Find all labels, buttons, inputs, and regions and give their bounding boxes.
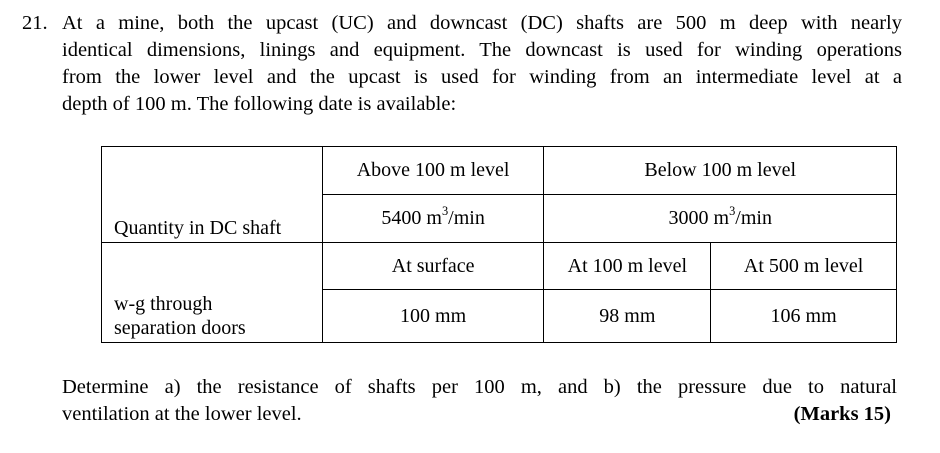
unit-suffix-below: /min [735, 207, 772, 229]
unit-exponent-below: 3 [729, 204, 736, 219]
question-line-3: from the lower level and the upcast is used for winding from an intermediate level at a [62, 66, 902, 88]
wg-surface-cell [322, 290, 544, 343]
wg-100-value: 98 mm [599, 304, 656, 327]
subheader-100 [544, 243, 711, 290]
question-number: 21. [22, 12, 48, 34]
wg-label-line-1: w-g through [114, 293, 213, 315]
quantity-label: Quantity in DC shaft [114, 217, 282, 239]
subheader-500 [711, 243, 897, 290]
question-line-4: depth of 100 m. The following date is available: [62, 93, 457, 115]
wg-500-value: 106 mm [770, 304, 837, 327]
subheader-surface [322, 243, 544, 290]
wg-label-cell [102, 243, 323, 343]
quantity-above-cell [322, 195, 544, 243]
wg-label-line-2: separation doors [114, 317, 246, 339]
header-below-text: Below 100 m level [644, 159, 797, 181]
task-instructions [62, 374, 897, 428]
header-below [544, 147, 897, 195]
subheader-500-text: At 500 m level [743, 254, 864, 277]
question-text [62, 10, 902, 118]
quantity-below-value: 3000 m [668, 207, 730, 229]
task-line-1: Determine a) the resistance of shafts per 100 m, and b) the pressure due to natural [62, 376, 897, 398]
wg-100-cell [544, 290, 711, 343]
question-block [22, 10, 902, 118]
task-line-2: ventilation at the lower level. [62, 403, 302, 425]
question-line-2: identical dimensions, linings and equipment. The downcast is used for winding operations [62, 39, 902, 61]
unit-suffix-above: /min [448, 207, 485, 229]
quantity-label-cell [102, 147, 323, 243]
unit-exponent-above: 3 [441, 204, 449, 219]
table-row-header [102, 147, 897, 195]
data-table [101, 146, 897, 343]
wg-500-cell [711, 290, 897, 343]
header-above [322, 147, 544, 195]
subheader-100-text: At 100 m level [567, 254, 688, 277]
subheader-surface-text: At surface [391, 254, 475, 277]
wg-surface-value: 100 mm [400, 304, 467, 327]
question-line-1: At a mine, both the upcast (UC) and downcast (DC) shafts are 500 m deep with nearly [62, 12, 902, 34]
marks-label: (Marks 15) [793, 403, 891, 425]
table-row-subheader [102, 243, 897, 290]
task-line-2-row [62, 401, 897, 428]
quantity-above-value: 5400 m [381, 207, 442, 229]
quantity-below-cell [544, 195, 897, 243]
header-above-text: Above 100 m level [356, 159, 510, 181]
